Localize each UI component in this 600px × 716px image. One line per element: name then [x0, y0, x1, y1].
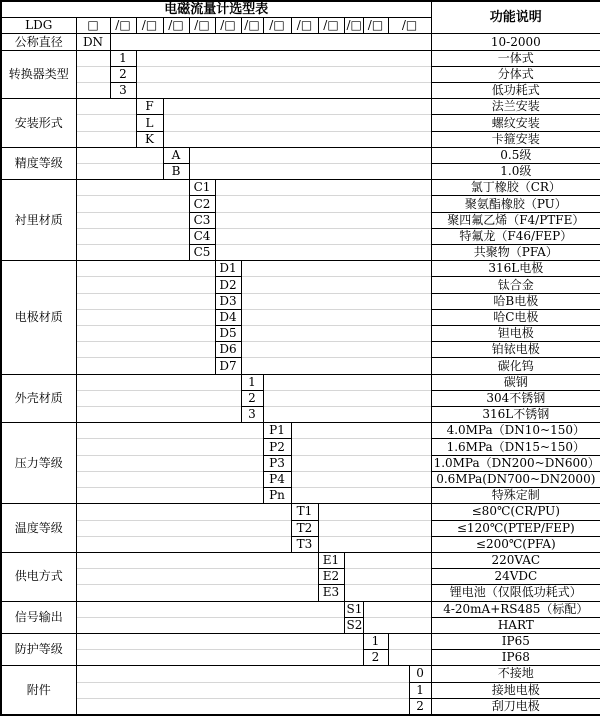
filler-cell: [363, 617, 431, 633]
filler-cell: [291, 471, 431, 487]
filler-cell: [110, 34, 431, 50]
filler-cell: [76, 245, 189, 261]
description-cell: 钽电极: [431, 326, 600, 342]
filler-cell: [163, 99, 431, 115]
code-cell: C2: [189, 196, 215, 212]
filler-cell: [263, 390, 431, 406]
filler-cell: [76, 552, 318, 568]
description-cell: 锂电池（仅限低功耗式）: [431, 585, 600, 601]
model-code-slot: /□: [136, 18, 163, 34]
filler-cell: [136, 83, 431, 99]
filler-cell: [76, 536, 291, 552]
filler-cell: [76, 698, 409, 715]
description-cell: 1.6MPa（DN15~150）: [431, 439, 600, 455]
filler-cell: [388, 650, 431, 666]
filler-cell: [76, 666, 409, 682]
description-cell: 4-20mA+RS485（标配）: [431, 601, 600, 617]
filler-cell: [76, 293, 215, 309]
category-label: 转换器类型: [1, 50, 76, 99]
code-cell: Pn: [263, 488, 291, 504]
filler-cell: [76, 617, 344, 633]
function-description-header: 功能说明: [431, 1, 600, 34]
code-cell: 3: [110, 83, 136, 99]
description-cell: ≤120℃(PTEP/FEP): [431, 520, 600, 536]
description-cell: 316L不锈钢: [431, 407, 600, 423]
filler-cell: [215, 245, 431, 261]
description-cell: 碳化钨: [431, 358, 600, 374]
code-cell: 2: [110, 66, 136, 82]
filler-cell: [215, 212, 431, 228]
category-label: 电极材质: [1, 261, 76, 374]
filler-cell: [291, 488, 431, 504]
description-cell: 分体式: [431, 66, 600, 82]
filler-cell: [291, 439, 431, 455]
category-label: 公称直径: [1, 34, 76, 50]
category-label: 信号输出: [1, 601, 76, 633]
filler-cell: [76, 228, 189, 244]
code-cell: S1: [344, 601, 363, 617]
code-cell: D5: [215, 326, 241, 342]
filler-cell: [76, 342, 215, 358]
description-cell: 一体式: [431, 50, 600, 66]
code-cell: T2: [291, 520, 318, 536]
description-cell: 24VDC: [431, 569, 600, 585]
description-cell: 聚四氟乙烯（F4/PTFE）: [431, 212, 600, 228]
description-cell: IP68: [431, 650, 600, 666]
filler-cell: [263, 374, 431, 390]
filler-cell: [318, 536, 431, 552]
description-cell: 卡箍安装: [431, 131, 600, 147]
code-cell: 3: [241, 407, 263, 423]
code-cell: C1: [189, 180, 215, 196]
filler-cell: [76, 180, 189, 196]
description-cell: 220VAC: [431, 552, 600, 568]
filler-cell: [76, 423, 263, 439]
category-label: 外壳材质: [1, 374, 76, 423]
code-cell: P4: [263, 471, 291, 487]
filler-cell: [241, 309, 431, 325]
filler-cell: [76, 439, 263, 455]
description-cell: 钛合金: [431, 277, 600, 293]
filler-cell: [291, 423, 431, 439]
description-cell: 低功耗式: [431, 83, 600, 99]
filler-cell: [76, 601, 344, 617]
filler-cell: [76, 99, 136, 115]
description-cell: 4.0MPa（DN10~150）: [431, 423, 600, 439]
description-cell: 不接地: [431, 666, 600, 682]
filler-cell: [318, 504, 431, 520]
filler-cell: [76, 131, 136, 147]
description-cell: ≤200℃(PFA): [431, 536, 600, 552]
model-code-slot: /□: [291, 18, 318, 34]
description-cell: 特殊定制: [431, 488, 600, 504]
filler-cell: [189, 164, 431, 180]
code-cell: E2: [318, 569, 344, 585]
filler-cell: [76, 326, 215, 342]
filler-cell: [215, 196, 431, 212]
filler-cell: [241, 326, 431, 342]
model-code-slot: /□: [388, 18, 431, 34]
code-cell: D6: [215, 342, 241, 358]
model-code-slot: /□: [215, 18, 241, 34]
filler-cell: [163, 115, 431, 131]
filler-cell: [76, 277, 215, 293]
description-cell: HART: [431, 617, 600, 633]
description-cell: 碳钢: [431, 374, 600, 390]
description-cell: 接地电极: [431, 682, 600, 698]
category-label: 衬里材质: [1, 180, 76, 261]
code-cell: E3: [318, 585, 344, 601]
filler-cell: [76, 504, 291, 520]
filler-cell: [215, 180, 431, 196]
filler-cell: [189, 147, 431, 163]
table-title: 电磁流量计选型表: [1, 1, 431, 18]
model-code-slot: /□: [318, 18, 344, 34]
description-cell: 聚氨酯橡胶（PU）: [431, 196, 600, 212]
filler-cell: [241, 358, 431, 374]
category-label: 供电方式: [1, 552, 76, 601]
filler-cell: [344, 552, 431, 568]
model-code-slot: /□: [344, 18, 363, 34]
code-cell: D4: [215, 309, 241, 325]
code-cell: A: [163, 147, 189, 163]
filler-cell: [76, 374, 241, 390]
model-code-slot: /□: [110, 18, 136, 34]
filler-cell: [136, 50, 431, 66]
model-code-slot: /□: [163, 18, 189, 34]
model-code-slot: /□: [363, 18, 388, 34]
filler-cell: [263, 407, 431, 423]
description-cell: 哈B电极: [431, 293, 600, 309]
filler-cell: [76, 309, 215, 325]
filler-cell: [388, 633, 431, 649]
code-cell: C3: [189, 212, 215, 228]
filler-cell: [215, 228, 431, 244]
code-cell: F: [136, 99, 163, 115]
description-cell: 0.6MPa(DN700~DN2000): [431, 471, 600, 487]
filler-cell: [318, 520, 431, 536]
filler-cell: [76, 115, 136, 131]
category-label: 附件: [1, 666, 76, 715]
description-cell: 0.5级: [431, 147, 600, 163]
model-code-slot: /□: [189, 18, 215, 34]
description-cell: IP65: [431, 633, 600, 649]
code-cell: K: [136, 131, 163, 147]
description-cell: 特氟龙（F46/FEP）: [431, 228, 600, 244]
filler-cell: [363, 601, 431, 617]
description-cell: 法兰安装: [431, 99, 600, 115]
description-cell: 刮刀电极: [431, 698, 600, 715]
code-cell: T3: [291, 536, 318, 552]
description-cell: 316L电极: [431, 261, 600, 277]
code-cell: DN: [76, 34, 110, 50]
filler-cell: [76, 407, 241, 423]
model-code-slot: /□: [263, 18, 291, 34]
filler-cell: [76, 66, 110, 82]
filler-cell: [241, 293, 431, 309]
filler-cell: [76, 50, 110, 66]
code-cell: L: [136, 115, 163, 131]
filler-cell: [136, 66, 431, 82]
category-label: 防护等级: [1, 633, 76, 665]
code-cell: 2: [409, 698, 431, 715]
filler-cell: [76, 390, 241, 406]
filler-cell: [241, 342, 431, 358]
category-label: 温度等级: [1, 504, 76, 553]
category-label: 压力等级: [1, 423, 76, 504]
category-label: 安装形式: [1, 99, 76, 148]
filler-cell: [76, 261, 215, 277]
description-cell: 1.0级: [431, 164, 600, 180]
code-cell: C4: [189, 228, 215, 244]
code-cell: 1: [241, 374, 263, 390]
model-code-box: □: [76, 18, 110, 34]
code-cell: D2: [215, 277, 241, 293]
filler-cell: [76, 585, 318, 601]
code-cell: 0: [409, 666, 431, 682]
description-cell: 共聚物（PFA）: [431, 245, 600, 261]
filler-cell: [76, 147, 163, 163]
code-cell: T1: [291, 504, 318, 520]
filler-cell: [76, 196, 189, 212]
filler-cell: [76, 682, 409, 698]
code-cell: 2: [363, 650, 388, 666]
description-cell: 铂铱电极: [431, 342, 600, 358]
filler-cell: [344, 585, 431, 601]
code-cell: C5: [189, 245, 215, 261]
description-cell: ≤80℃(CR/PU): [431, 504, 600, 520]
code-cell: S2: [344, 617, 363, 633]
code-cell: 1: [110, 50, 136, 66]
filler-cell: [76, 455, 263, 471]
description-cell: 螺纹安装: [431, 115, 600, 131]
code-cell: 1: [363, 633, 388, 649]
filler-cell: [76, 569, 318, 585]
filler-cell: [76, 488, 263, 504]
filler-cell: [76, 650, 363, 666]
filler-cell: [76, 358, 215, 374]
code-cell: 1: [409, 682, 431, 698]
category-label: 精度等级: [1, 147, 76, 179]
filler-cell: [344, 569, 431, 585]
filler-cell: [163, 131, 431, 147]
code-cell: D1: [215, 261, 241, 277]
filler-cell: [241, 277, 431, 293]
code-cell: P1: [263, 423, 291, 439]
code-cell: P2: [263, 439, 291, 455]
filler-cell: [76, 212, 189, 228]
description-cell: 氯丁橡胶（CR）: [431, 180, 600, 196]
code-cell: D7: [215, 358, 241, 374]
code-cell: P3: [263, 455, 291, 471]
code-cell: D3: [215, 293, 241, 309]
filler-cell: [76, 633, 363, 649]
code-cell: 2: [241, 390, 263, 406]
filler-cell: [76, 164, 163, 180]
description-cell: 304不锈钢: [431, 390, 600, 406]
code-cell: E1: [318, 552, 344, 568]
code-cell: B: [163, 164, 189, 180]
filler-cell: [291, 455, 431, 471]
filler-cell: [76, 83, 110, 99]
filler-cell: [241, 261, 431, 277]
model-code-slot: /□: [241, 18, 263, 34]
description-cell: 1.0MPa（DN200~DN600）: [431, 455, 600, 471]
model-prefix: LDG: [1, 18, 76, 34]
description-cell: 哈C电极: [431, 309, 600, 325]
description-cell: 10-2000: [431, 34, 600, 50]
filler-cell: [76, 520, 291, 536]
filler-cell: [76, 471, 263, 487]
